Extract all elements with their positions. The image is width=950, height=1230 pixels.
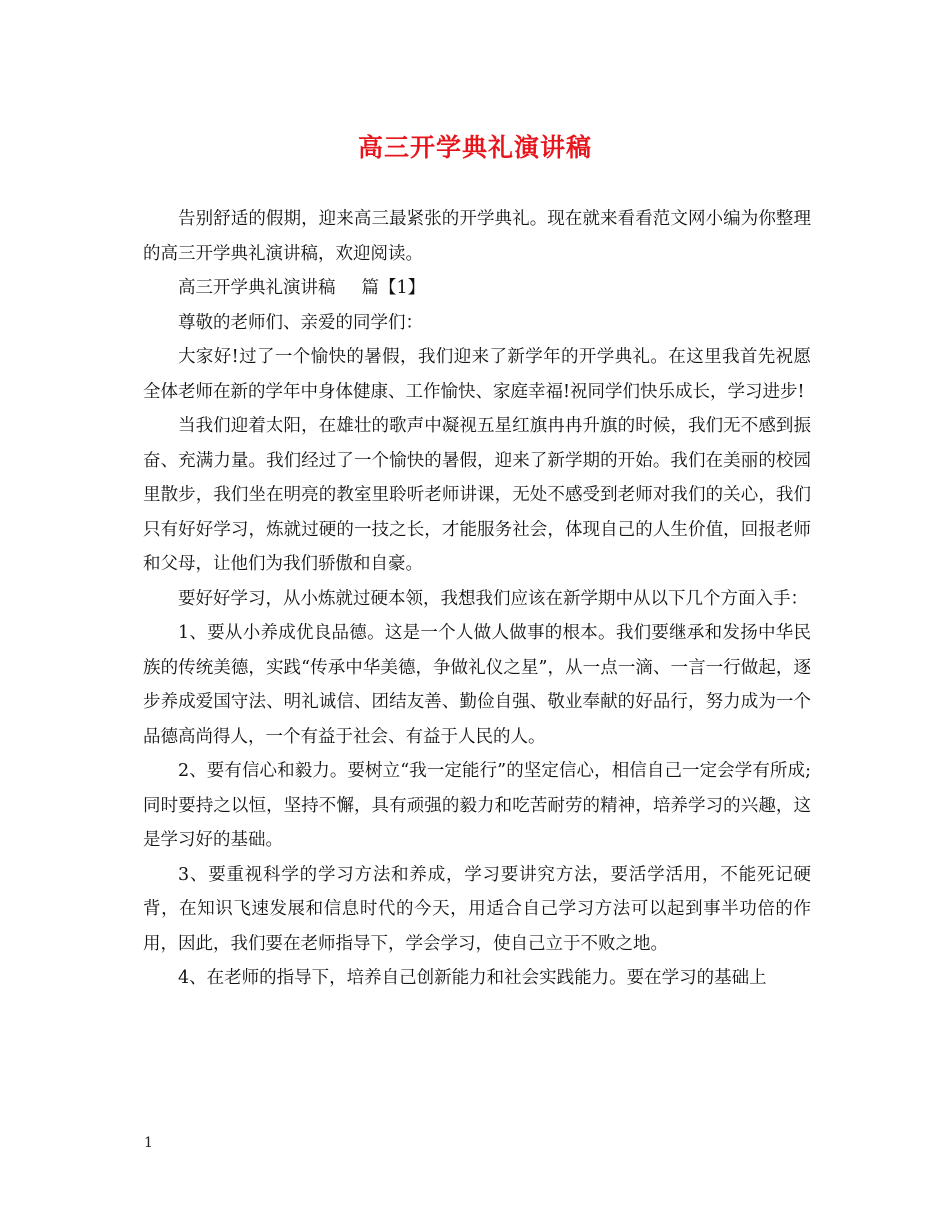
body-paragraph: 大家好!过了一个愉快的暑假，我们迎来了新学年的开学典礼。在这里我首先祝愿全体老师在新的学年中身体健康、工作愉快、家庭幸福!祝同学们快乐成长，学习进步! xyxy=(143,347,811,402)
page-number: 1 xyxy=(144,1135,153,1151)
section-heading-part: 篇【1】 xyxy=(361,278,426,298)
document-body xyxy=(143,202,811,996)
body-paragraph: 当我们迎着太阳，在雄壮的歌声中凝视五星红旗冉冉升旗的时候，我们无不感到振奋、充满力量。我们经过了一个愉快的暑假，迎来了新学期的开始。我们在美丽的校园里散步，我们坐在明亮的教室里聆听老师讲课，无处不感受到老师对我们的关心，我们只有好好学习，炼就过硬的一技之长，才能服务社会，体现自己的人生价值，回报老师和父母，让他们为我们骄傲和自豪。 xyxy=(143,416,811,574)
list-item: 2、要有信心和毅力。要树立“我一定能行”的坚定信心，相信自己一定会学有所成;同时要持之以恒，坚持不懈，具有顽强的毅力和吃苦耐劳的精神，培养学习的兴趣，这是学习好的基础。 xyxy=(143,761,811,850)
list-item: 1、要从小养成优良品德。这是一个人做人做事的根本。我们要继承和发扬中华民族的传统美德，实践“传承中华美德，争做礼仪之星”，从一点一滴、一言一行做起，逐步养成爱国守法、明礼诚信、团结友善、勤俭自强、敬业奉献的好品行，努力成为一个品德高尚得人，一个有益于社会、有益于人民的人。 xyxy=(143,623,811,747)
list-item: 3、要重视科学的学习方法和养成，学习要讲究方法，要活学活用，不能死记硬背，在知识飞速发展和信息时代的今天，用适合自己学习方法可以起到事半功倍的作用，因此，我们要在老师指导下，学会学习，使自己立于不败之地。 xyxy=(143,864,811,954)
salutation: 尊敬的老师们、亲爱的同学们： xyxy=(178,312,423,333)
page-title: 高三开学典礼演讲稿 xyxy=(357,133,592,162)
body-paragraph: 要好好学习，从小炼就过硬本领，我想我们应该在新学期中从以下几个方面入手： xyxy=(178,588,808,609)
intro-paragraph: 告别舒适的假期，迎来高三最紧张的开学典礼。现在就来看看范文网小编为你整理的高三开学典礼演讲稿，欢迎阅读。 xyxy=(143,209,811,264)
section-heading xyxy=(143,271,811,306)
list-item: 4、在老师的指导下，培养自己创新能力和社会实践能力。要在学习的基础上 xyxy=(178,968,767,988)
section-heading-title: 高三开学典礼演讲稿 xyxy=(178,278,336,298)
